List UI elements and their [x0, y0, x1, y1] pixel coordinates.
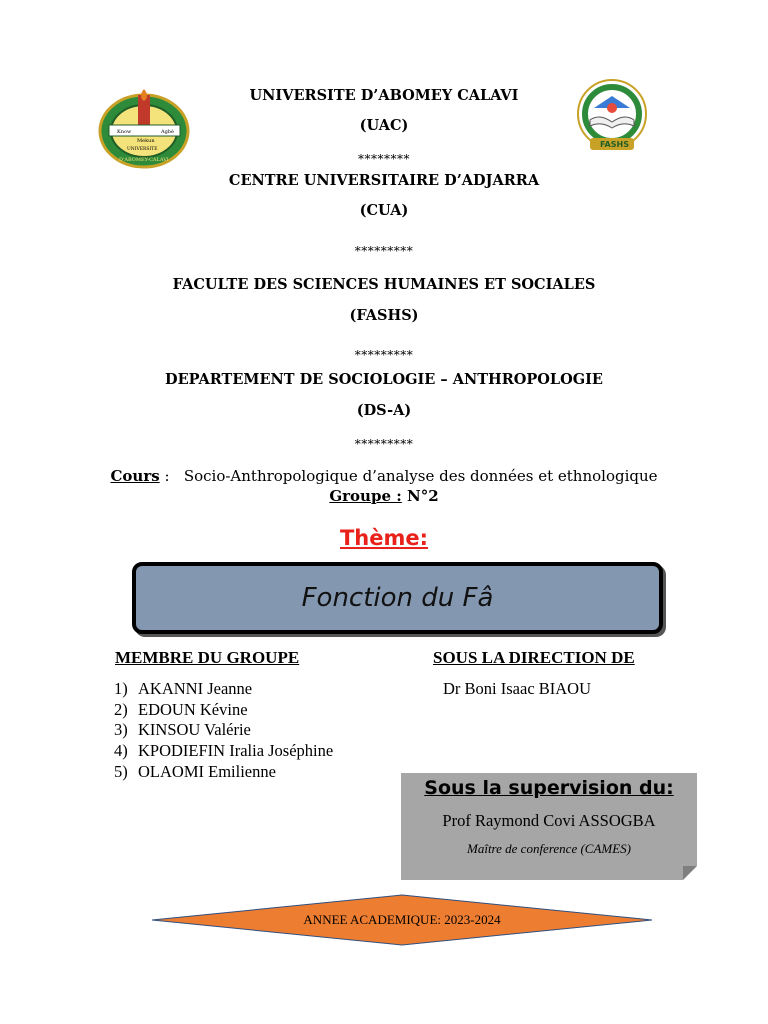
theme-label: Thème:	[339, 526, 429, 550]
list-number: 5)	[114, 761, 128, 781]
course-value: Socio-Anthropologique d’analyse des données et ethnologique	[183, 467, 658, 485]
group-line	[0, 487, 768, 505]
group-label: Groupe :	[329, 487, 402, 505]
svg-text:Know: Know	[117, 129, 132, 135]
director-name: Dr Boni Isaac BIAOU	[443, 679, 592, 698]
separator-stars: *********	[354, 437, 414, 451]
academic-year: ANNEE ACADEMIQUE: 2023-2024	[303, 912, 501, 927]
list-item	[114, 700, 333, 721]
list-number: 4)	[114, 741, 128, 761]
members-heading: MEMBRE DU GROUPE	[115, 648, 300, 667]
member-name: EDOUN Kévine	[138, 699, 248, 719]
svg-text:UNIVERSITE: UNIVERSITE	[127, 147, 158, 152]
member-name: AKANNI Jeanne	[138, 679, 253, 698]
svg-text:Agbè: Agbè	[161, 129, 174, 135]
course-line	[0, 467, 768, 486]
theme-title: Fonction du Fâ	[301, 583, 494, 613]
list-number: 3)	[114, 720, 128, 740]
separator-stars: *********	[354, 348, 414, 362]
list-item	[114, 762, 333, 783]
list-item	[114, 720, 333, 741]
university-abbr: (UAC)	[359, 117, 409, 134]
list-item	[114, 679, 333, 700]
member-name: KPODIEFIN Iralia Joséphine	[138, 741, 334, 761]
page-fold-corner	[683, 866, 697, 880]
separator-stars: ********	[358, 152, 410, 166]
course-separator: :	[159, 467, 170, 485]
university-name: UNIVERSITE D’ABOMEY CALAVI	[249, 87, 519, 104]
list-number: 2)	[114, 699, 128, 719]
svg-text:Mekun: Mekun	[137, 138, 155, 144]
center-name: CENTRE UNIVERSITAIRE D’ADJARRA	[228, 172, 540, 189]
svg-text:FASHS: FASHS	[600, 140, 629, 149]
department-abbr: (DS-A)	[356, 402, 412, 419]
supervision-box	[401, 773, 697, 880]
supervisor-role: Maître de conference (CAMES)	[467, 841, 631, 856]
svg-text:D'ABOMEY-CALAVI: D'ABOMEY-CALAVI	[119, 157, 169, 163]
supervisor-name: Prof Raymond Covi ASSOGBA	[442, 811, 656, 830]
center-abbr: (CUA)	[359, 202, 409, 219]
members-list	[114, 679, 333, 783]
list-number: 1)	[114, 679, 128, 698]
direction-heading: SOUS LA DIRECTION DE	[433, 648, 635, 667]
supervision-heading: Sous la supervision du:	[424, 777, 674, 799]
faculty-abbr: (FASHS)	[349, 307, 419, 324]
list-item	[114, 741, 333, 762]
theme-title-box	[132, 562, 663, 634]
faculty-name: FACULTE DES SCIENCES HUMAINES ET SOCIALES	[172, 276, 596, 293]
course-label: Cours	[110, 467, 160, 485]
member-name: KINSOU Valérie	[138, 720, 251, 740]
department-name: DEPARTEMENT DE SOCIOLOGIE – ANTHROPOLOGIE	[165, 371, 603, 388]
separator-stars: *********	[354, 244, 414, 258]
member-name: OLAOMI Emilienne	[138, 761, 276, 781]
group-value: N°2	[401, 487, 439, 505]
